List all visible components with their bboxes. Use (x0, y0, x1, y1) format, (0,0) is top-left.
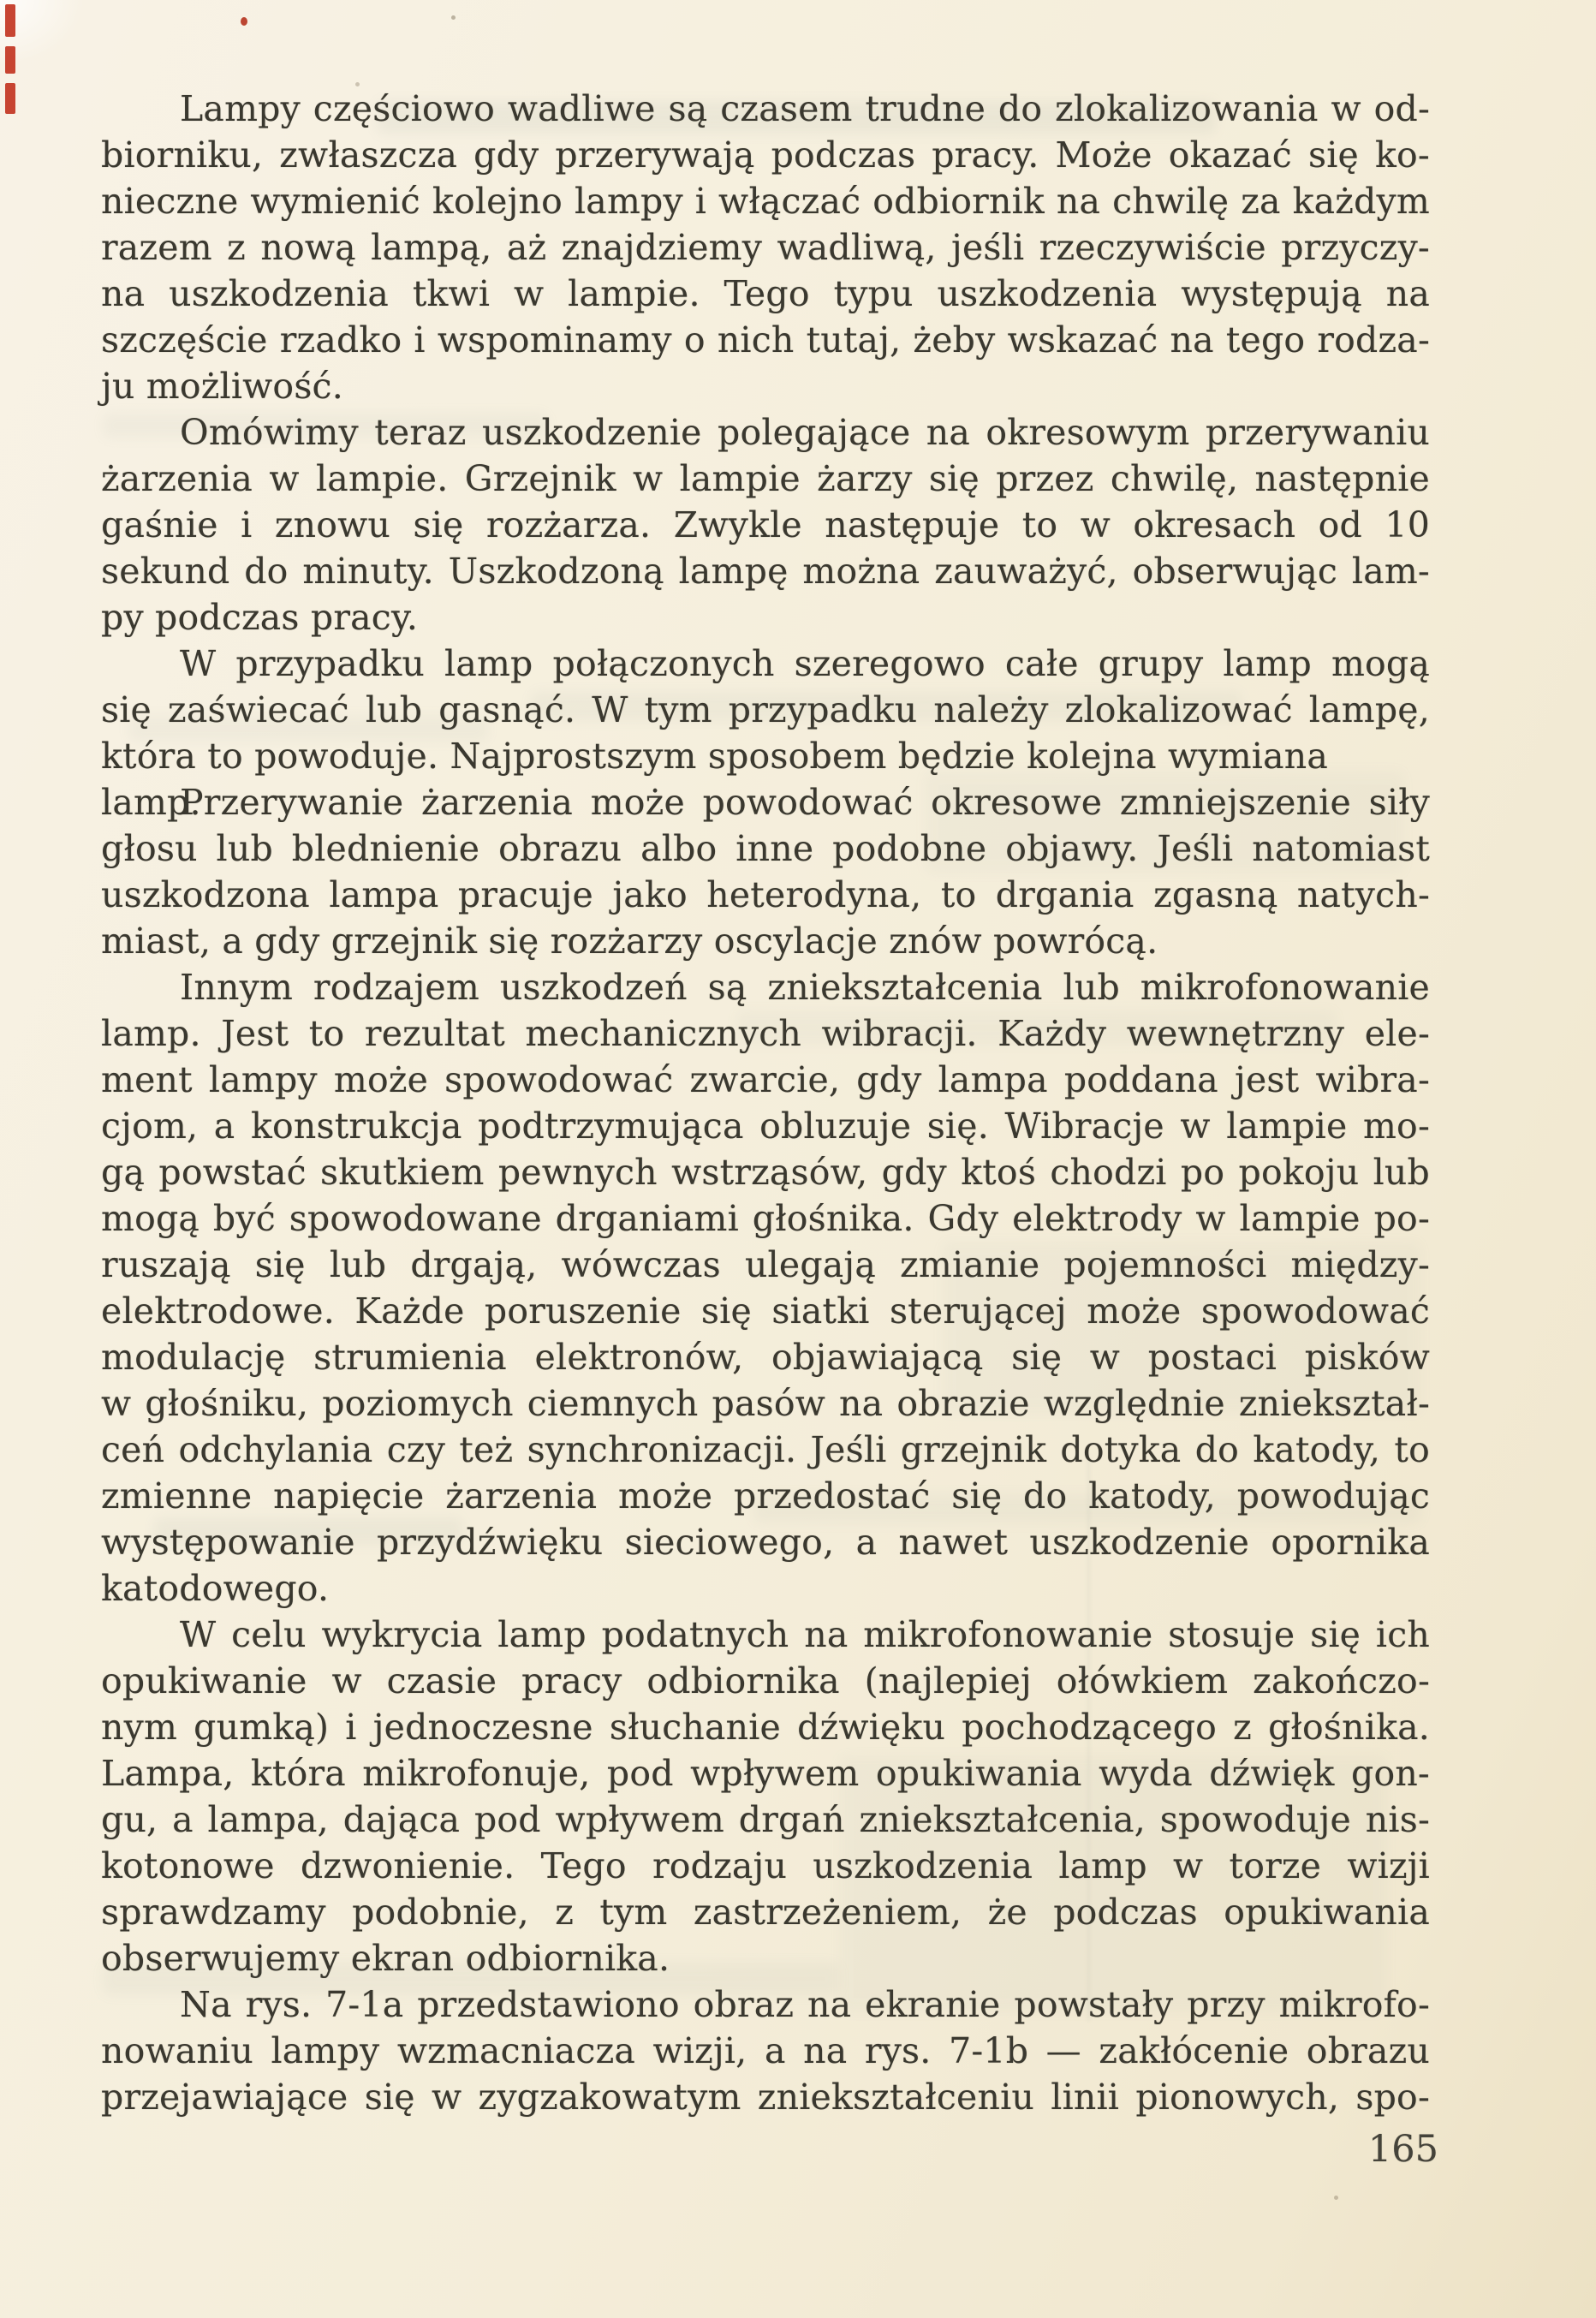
dust-speck (451, 15, 456, 20)
text-line: na uszkodzenia tkwi w lampie. Tego typu uszkodzenia występują na (101, 273, 1430, 314)
text-line: kotonowe dzwonienie. Tego rodzaju uszkodzenia lamp w torze wizji (101, 1845, 1430, 1886)
red-margin-marks (5, 4, 17, 123)
text-line: Na rys. 7-1a przedstawiono obraz na ekranie powstały przy mikrofo- (180, 1984, 1430, 2025)
text-line: Lampa, która mikrofonuje, pod wpływem opukiwania wyda dźwięk gon- (101, 1753, 1430, 1794)
text-line: gą powstać skutkiem pewnych wstrząsów, gdy ktoś chodzi po pokoju lub (101, 1152, 1430, 1193)
text-line: cjom, a konstrukcja podtrzymująca obluzuje się. Wibracje w lampie mo- (101, 1105, 1430, 1147)
text-line: ju możliwość. (101, 366, 343, 407)
text-line: występowanie przydźwięku sieciowego, a nawet uszkodzenie opornika (101, 1522, 1430, 1563)
text-line: katodowego. (101, 1568, 330, 1609)
text-line: gu, a lampa, dająca pod wpływem drgań zniekształcenia, spowoduje nis- (101, 1799, 1430, 1840)
text-line: zmienne napięcie żarzenia może przedostać się do katody, powodując (101, 1475, 1430, 1517)
text-line: elektrodowe. Każde poruszenie się siatki sterującej może spowodować (101, 1290, 1430, 1332)
text-line: sekund do minuty. Uszkodzoną lampę można zauważyć, obserwując lam- (101, 551, 1430, 592)
text-line: W przypadku lamp połączonych szeregowo całe grupy lamp mogą (180, 643, 1430, 684)
text-line: nym gumką) i jednoczesne słuchanie dźwięku pochodzącego z głośnika. (101, 1707, 1430, 1748)
red-dash-icon (5, 46, 15, 74)
text-line: w głośniku, poziomych ciemnych pasów na obrazie względnie zniekształ- (101, 1383, 1430, 1424)
text-line: ruszają się lub drgają, wówczas ulegają zmianie pojemności między- (101, 1244, 1430, 1285)
text-line: miast, a gdy grzejnik się rozżarzy oscylacje znów powrócą. (101, 921, 1158, 962)
dust-speck (1334, 2196, 1338, 2200)
text-line: się zaświecać lub gasnąć. W tym przypadku należy zlokalizować lampę, (101, 689, 1430, 730)
text-line: Innym rodzajem uszkodzeń są zniekształcenia lub mikrofonowanie (180, 967, 1430, 1008)
text-line: razem z nową lampą, aż znajdziemy wadliwą, jeśli rzeczywiście przyczy- (101, 227, 1430, 268)
text-line: biorniku, zwłaszcza gdy przerywają podczas pracy. Może okazać się ko- (101, 134, 1430, 176)
text-line: Lampy częściowo wadliwe są czasem trudne do zlokalizowania w od- (180, 88, 1430, 129)
red-dash-icon (5, 83, 15, 114)
text-line: nieczne wymienić kolejno lampy i włączać odbiornik na chwilę za każdym (101, 181, 1430, 222)
red-dash-icon (5, 4, 15, 37)
text-line: która to powoduje. Najprostszym sposobem będzie kolejna wymiana lamp. (101, 736, 1328, 823)
text-line: szczęście rzadko i wspominamy o nich tutaj, żeby wskazać na tego rodza- (101, 319, 1430, 361)
text-line: W celu wykrycia lamp podatnych na mikrofonowanie stosuje się ich (180, 1614, 1430, 1655)
page-number: 165 (1367, 2128, 1438, 2171)
red-ink-speck (241, 17, 247, 26)
text-line: uszkodzona lampa pracuje jako heterodyna, to drgania zgasną natych- (101, 874, 1430, 915)
text-line: żarzenia w lampie. Grzejnik w lampie żarzy się przez chwilę, następnie (101, 458, 1430, 499)
text-line: py podczas pracy. (101, 597, 419, 638)
text-line: przejawiające się w zygzakowatym zniekształceniu linii pionowych, spo- (101, 2077, 1430, 2118)
text-line: ment lampy może spowodować zwarcie, gdy lampa poddana jest wibra- (101, 1059, 1430, 1100)
text-line: głosu lub blednienie obrazu albo inne podobne objawy. Jeśli natomiast (101, 828, 1430, 869)
text-block (101, 86, 1430, 2120)
text-line: Omówimy teraz uszkodzenie polegające na okresowym przerywaniu (180, 412, 1430, 453)
text-line: lamp. Jest to rezultat mechanicznych wibracji. Każdy wewnętrzny ele- (101, 1013, 1430, 1054)
text-line: nowaniu lampy wzmacniacza wizji, a na rys. 7-1b — zakłócenie obrazu (101, 2030, 1430, 2071)
text-line: modulację strumienia elektronów, objawiającą się w postaci pisków (101, 1337, 1430, 1378)
text-line: opukiwanie w czasie pracy odbiornika (najlepiej ołówkiem zakończo- (101, 1660, 1430, 1701)
text-line: ceń odchylania czy też synchronizacji. Jeśli grzejnik dotyka do katody, to (101, 1429, 1430, 1470)
text-line: mogą być spowodowane drganiami głośnika. Gdy elektrody w lampie po- (101, 1198, 1430, 1239)
text-line: gaśnie i znowu się rozżarza. Zwykle następuje to w okresach od 10 (101, 504, 1430, 545)
text-line: Przerywanie żarzenia może powodować okresowe zmniejszenie siły (180, 782, 1430, 823)
text-line: obserwujemy ekran odbiornika. (101, 1938, 670, 1979)
text-line: sprawdzamy podobnie, z tym zastrzeżeniem, że podczas opukiwania (101, 1892, 1430, 1933)
